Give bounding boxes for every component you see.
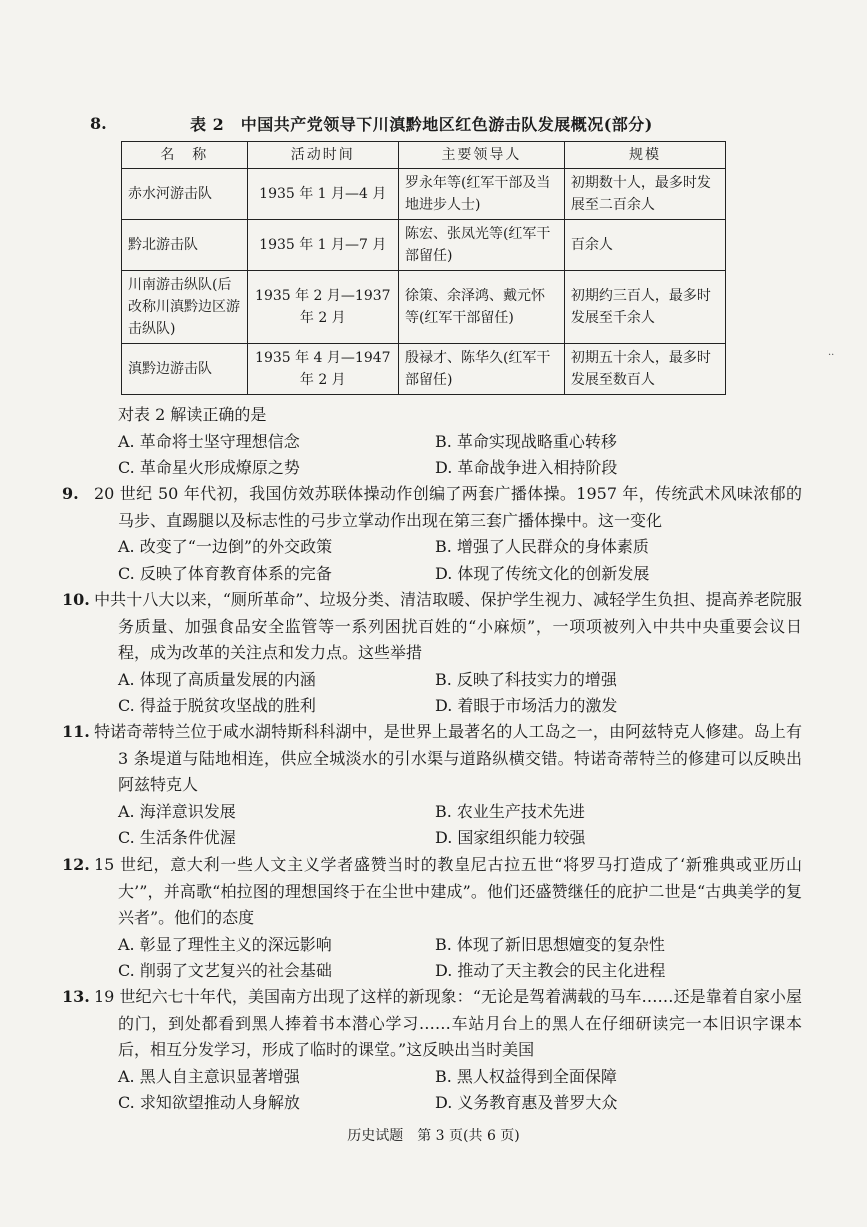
table-header-row — [122, 142, 726, 169]
table-cell: 1935 年 2 月—1937 年 2 月 — [247, 271, 398, 344]
question-12 — [62, 852, 802, 985]
question-stem: 10. 中共十八大以来，“厕所革命”、垃圾分类、清洁取暖、保护学生视力、减轻学生负担、提高养老院服务质量、加强食品安全监管等一系列困扰百姓的“小麻烦”，一项项被列入中共中央重要会议日程，成为改革的关注点和发力点。这些举措 — [62, 590, 802, 662]
option-d[interactable]: D. 推动了天主教会的民主化进程 — [435, 961, 666, 980]
table-cell: 初期数十人，最多时发展至二百余人 — [564, 169, 725, 220]
question-text: 19 世纪六七十年代，美国南方出现了这样的新现象：“无论是驾着满载的马车……还是靠着自家小屋的门，到处都看到黑人捧着书本潜心学习……车站月台上的黑人在仔细研读完一本旧识字课本后，相互分发学习，形成了临时的课堂。”这反映出当时美国 — [94, 987, 802, 1059]
table-row — [122, 169, 726, 220]
option-c[interactable]: C. 生活条件优渥 — [118, 828, 236, 847]
table-cell: 赤水河游击队 — [122, 169, 248, 220]
question-11 — [62, 719, 802, 852]
table-row — [122, 220, 726, 271]
question-stem: 12. 15 世纪，意大利一些人文主义学者盛赞当时的教皇尼古拉五世“将罗马打造成了‘新雅典或亚历山大’”，并高歌“柏拉图的理想国终于在尘世中建成”。他们还盛赞继任的庇护二世是“古典美学的复兴者”。他们的态度 — [62, 855, 802, 927]
option-a[interactable]: A. 改变了“一边倒”的外交政策 — [118, 537, 333, 556]
option-c[interactable]: C. 得益于脱贫攻坚战的胜利 — [118, 696, 316, 715]
table-cell: 初期约三百人，最多时发展至千余人 — [564, 271, 725, 344]
option-a[interactable]: A. 海洋意识发展 — [118, 801, 236, 821]
option-c[interactable]: C. 求知欲望推动人身解放 — [118, 1093, 300, 1112]
table-cell: 川南游击纵队(后改称川滇黔边区游击纵队) — [122, 271, 248, 344]
guerrilla-table — [121, 141, 726, 395]
table-cell: 殷禄才、陈华久(红军干部留任) — [398, 344, 564, 395]
table-header-cell: 活动时间 — [247, 142, 398, 169]
option-b[interactable]: B. 反映了科技实力的增强 — [435, 669, 617, 689]
question-9 — [62, 481, 802, 587]
option-b[interactable]: B. 黑人权益得到全面保障 — [435, 1066, 617, 1086]
options-group — [90, 799, 802, 852]
table-header-cell: 规模 — [564, 142, 725, 169]
table-cell: 1935 年 1 月—7 月 — [247, 220, 398, 271]
table-cell: 徐策、余泽鸿、戴元怀等(红军干部留任) — [398, 271, 564, 344]
table-caption: 表 2 中国共产党领导下川滇黔地区红色游击队发展概况(部分) — [190, 115, 653, 134]
question-stem: 9. 20 世纪 50 年代初，我国仿效苏联体操动作创编了两套广播体操。1957 年，传统武术风味浓郁的马步、直踢腿以及标志性的弓步立掌动作出现在第三套广播体操中。这一变化 — [62, 484, 802, 530]
option-c[interactable]: C. 反映了体育教育体系的完备 — [118, 563, 332, 583]
option-a[interactable]: A. 彰显了理性主义的深远影响 — [118, 934, 332, 954]
scan-speck: ·· — [828, 350, 835, 361]
option-c[interactable]: C. 革命星火形成燎原之势 — [118, 458, 300, 477]
option-d[interactable]: D. 义务教育惠及普罗大众 — [435, 1093, 618, 1112]
table-cell: 滇黔边游击队 — [122, 344, 248, 395]
option-b[interactable]: B. 体现了新旧思想嬗变的复杂性 — [435, 934, 665, 954]
option-b[interactable]: B. 革命实现战略重心转移 — [435, 431, 617, 451]
table-header-cell: 名 称 — [122, 142, 248, 169]
question-stem: 对表 2 解读正确的是 — [118, 405, 267, 424]
page-footer: 历史试题 第 3 页(共 6 页) — [347, 1128, 520, 1144]
question-text: 特诺奇蒂特兰位于咸水湖特斯科科湖中，是世界上最著名的人工岛之一，由阿兹特克人修建。岛上有 3 条堤道与陆地相连，供应全城淡水的引水渠与道路纵横交错。特诺奇蒂特兰的修建可以反映出阿兹特克人 — [94, 722, 802, 794]
question-8-stem-block — [90, 402, 802, 482]
option-d[interactable]: D. 国家组织能力较强 — [435, 828, 586, 847]
table-row — [122, 271, 726, 344]
table-cell: 初期五十余人，最多时发展至数百人 — [564, 344, 725, 395]
question-8-number: 8. — [90, 114, 107, 133]
table-cell: 陈宏、张凤光等(红军干部留任) — [398, 220, 564, 271]
table-cell: 黔北游击队 — [122, 220, 248, 271]
option-a[interactable]: A. 黑人自主意识显著增强 — [118, 1066, 300, 1086]
question-10 — [62, 587, 802, 720]
table-cell: 百余人 — [564, 220, 725, 271]
table-header-cell: 主要领导人 — [398, 142, 564, 169]
option-b[interactable]: B. 农业生产技术先进 — [435, 801, 585, 821]
option-a[interactable]: A. 体现了高质量发展的内涵 — [118, 669, 316, 689]
question-stem: 13. 19 世纪六七十年代，美国南方出现了这样的新现象：“无论是驾着满载的马车……还是靠着自家小屋的门，到处都看到黑人捧着书本潜心学习……车站月台上的黑人在仔细研读完一本旧识字课本后，相互分发学习，形成了临时的课堂。”这反映出当时美国 — [62, 987, 802, 1059]
table-cell: 1935 年 4 月—1947 年 2 月 — [247, 344, 398, 395]
option-d[interactable]: D. 革命战争进入相持阶段 — [435, 458, 618, 477]
question-stem: 11. 特诺奇蒂特兰位于咸水湖特斯科科湖中，是世界上最著名的人工岛之一，由阿兹特克人修建。岛上有 3 条堤道与陆地相连，供应全城淡水的引水渠与道路纵横交错。特诺奇蒂特兰的修建可以反映出阿兹特克人 — [62, 722, 802, 794]
option-b[interactable]: B. 增强了人民群众的身体素质 — [435, 537, 649, 556]
table-cell: 1935 年 1 月—4 月 — [247, 169, 398, 220]
question-text: 中共十八大以来，“厕所革命”、垃圾分类、清洁取暖、保护学生视力、减轻学生负担、提高养老院服务质量、加强食品安全监管等一系列困扰百姓的“小麻烦”，一项项被列入中共中央重要会议日程，成为改革的关注点和发力点。这些举措 — [94, 590, 802, 662]
option-d[interactable]: D. 体现了传统文化的创新发展 — [435, 563, 650, 583]
options-group — [90, 429, 802, 482]
options-group — [90, 667, 802, 720]
options-group — [90, 932, 802, 985]
option-c[interactable]: C. 削弱了文艺复兴的社会基础 — [118, 961, 332, 980]
option-a[interactable]: A. 革命将士坚守理想信念 — [118, 431, 300, 451]
question-13 — [62, 984, 802, 1117]
option-d[interactable]: D. 着眼于市场活力的激发 — [435, 696, 618, 715]
options-group — [90, 1064, 802, 1117]
table-row — [122, 344, 726, 395]
question-text: 20 世纪 50 年代初，我国仿效苏联体操动作创编了两套广播体操。1957 年，传统武术风味浓郁的马步、直踢腿以及标志性的弓步立掌动作出现在第三套广播体操中。这一变化 — [94, 484, 802, 530]
options-group — [90, 534, 802, 587]
question-text: 15 世纪，意大利一些人文主义学者盛赞当时的教皇尼古拉五世“将罗马打造成了‘新雅典或亚历山大’”，并高歌“柏拉图的理想国终于在尘世中建成”。他们还盛赞继任的庇护二世是“古典美学的复兴者”。他们的态度 — [94, 855, 802, 927]
table-cell: 罗永年等(红军干部及当地进步人士) — [398, 169, 564, 220]
